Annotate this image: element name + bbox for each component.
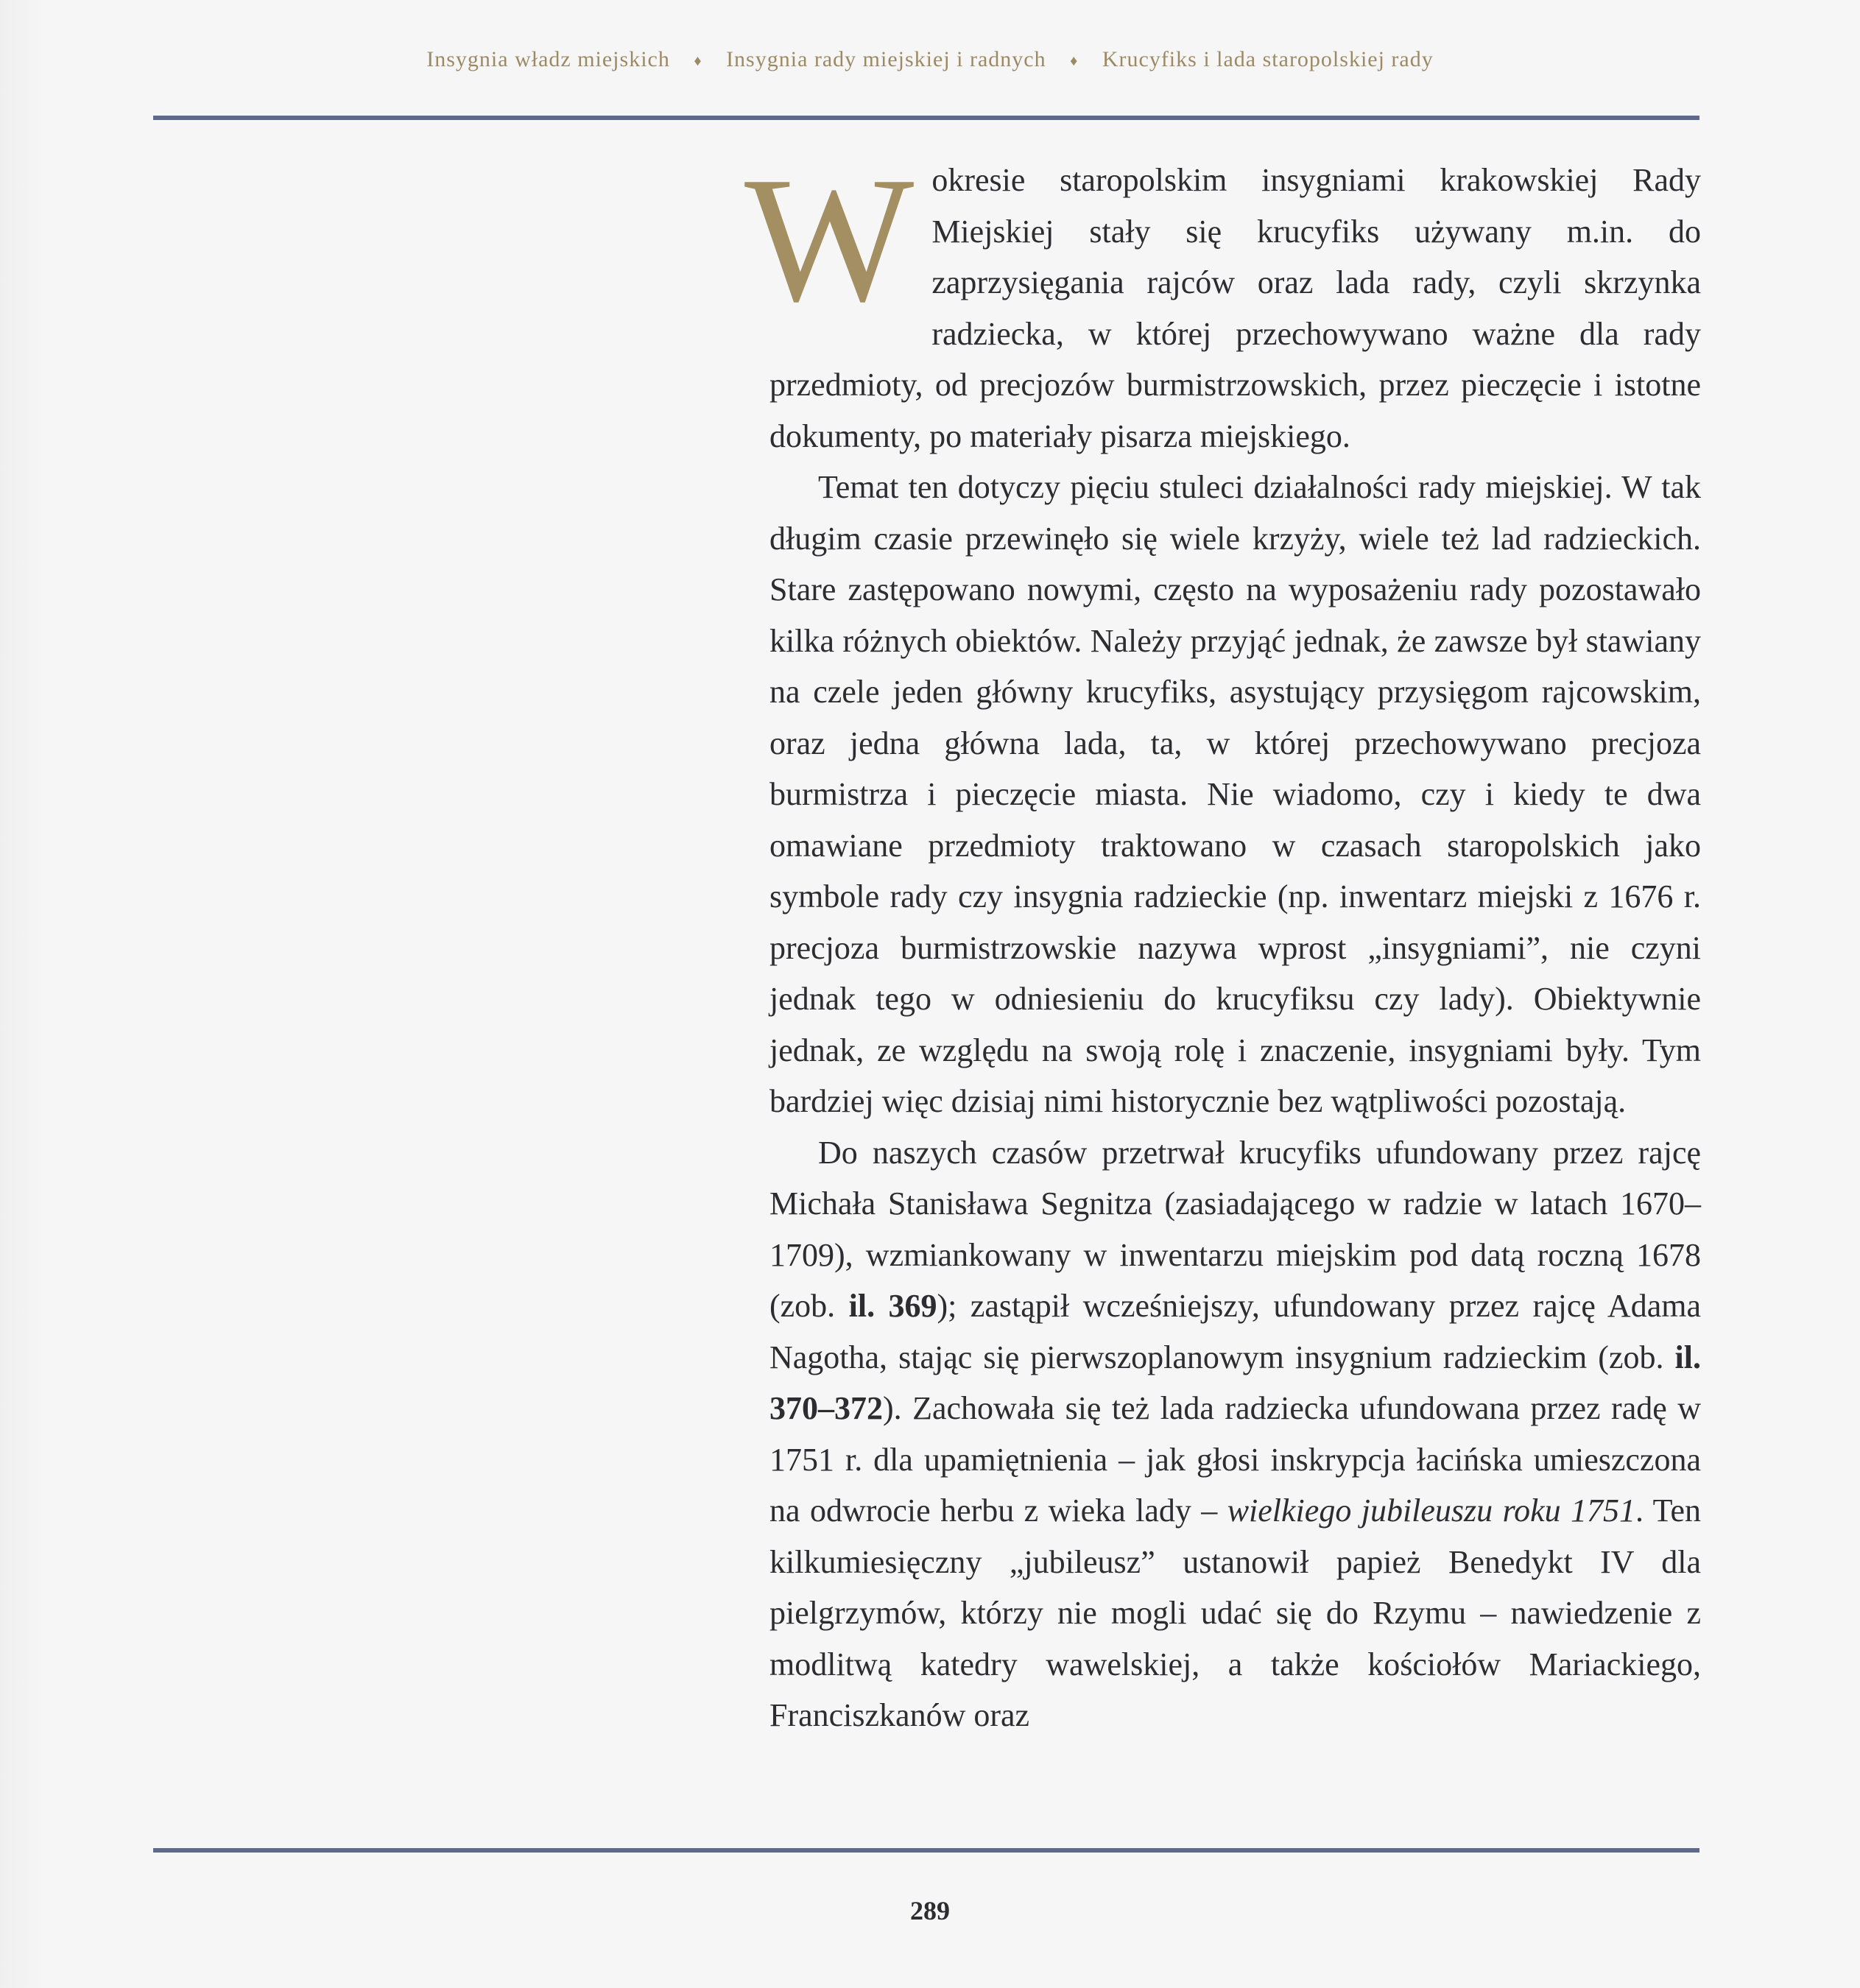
running-header [0,47,1860,72]
illustration-ref-370-372: il. 370–372 [769,1339,1701,1426]
header-crumb-2: Insygnia rady miejskiej i radnych [726,47,1046,71]
inscription-quote: wielkiego jubileuszu roku 1751 [1227,1492,1636,1529]
illustration-ref-369: il. 369 [848,1288,937,1324]
paragraph-1-text: okresie staropolskim insygniami krakowskiej Rady Miejskiej stały się krucyfiks używany m.in. do zaprzysięgania rajców oraz lada rady, czyli skrzynka radziecka, w której przechowywano ważne dla rady przedmioty, od precjozów burmistrzowskich, przez pieczęcie i istotne dokumenty, po materiały pisarza miejskiego. [769,162,1701,454]
paragraph-3-text-b: ); zastąpił wcześniejszy, ufundowany przez rajcę Adama Nagotha, stając się pierwszoplanowym insygnium radzieckim (zob. [769,1288,1701,1375]
page-number: 289 [910,1896,950,1925]
header-crumb-1: Insygnia władz miejskich [426,47,670,71]
header-rule [153,116,1699,120]
page-gutter-shade [0,0,44,1988]
paragraph-1 [744,140,1701,462]
paragraph-3-text-c: ). Zachowała się też lada radziecka ufundowana przez radę w 1751 r. dla upamiętnienia – jak głosi inskrypcja łacińska umieszczona na odwrocie herbu z wieka lady – [769,1390,1701,1529]
paragraph-2: Temat ten dotyczy pięciu stuleci działalności rady miejskiej. W tak długim czasie przewinęło się wiele krzyży, wiele też lad radzieckich. Stare zastępowano nowymi, często na wyposażeniu rady pozostawało kilka różnych obiektów. Należy przyjąć jednak, że zawsze był stawiany na czele jeden główny krucyfiks, asystujący przysięgom rajcowskim, oraz jedna główna lada, ta, w której przechowywano precjoza burmistrza i pieczęcie miasta. Nie wiadomo, czy i kiedy te dwa omawiane przedmioty traktowano w czasach staropolskich jako symbole rady czy insygnia radzieckie (np. inwentarz miejski z 1676 r. precjoza burmistrzowskie nazywa wprost „insygniami”, nie czyni jednak tego w odniesieniu do krucyfiksu czy lady). Obiektywnie jednak, ze względu na swoją rolę i znaczenie, insygniami były. Tym bardziej więc dzisiaj nimi historycznie bez wątpliwości pozostają. [769,469,1701,1119]
drop-cap: W [744,140,915,339]
diamond-separator-icon: ♦ [694,52,702,69]
body-text-column [744,140,1702,1741]
diamond-separator-icon: ♦ [1070,52,1079,69]
paragraph-3 [769,1127,1701,1741]
paragraph-3-text-a: Do naszych czasów przetrwał krucyfiks ufundowany przez rajcę Michała Stanisława Segnitza (zasiadającego w radzie w latach 1670–1709), wzmiankowany w inwentarzu miejskim pod datą roczną 1678 (zob. [769,1134,1701,1324]
footer-rule [153,1848,1699,1853]
header-crumb-3: Krucyfiks i lada staropolskiej rady [1102,47,1434,71]
paragraph-3-text-d: . Ten kilkumiesięczny „jubileusz” ustanowił papież Benedykt IV dla pielgrzymów, którzy nie mogli udać się do Rzymu – nawiedzenie z modlitwą katedry wawelskiej, a także kościołów Mariackiego, Franciszkanów oraz [769,1492,1702,1733]
